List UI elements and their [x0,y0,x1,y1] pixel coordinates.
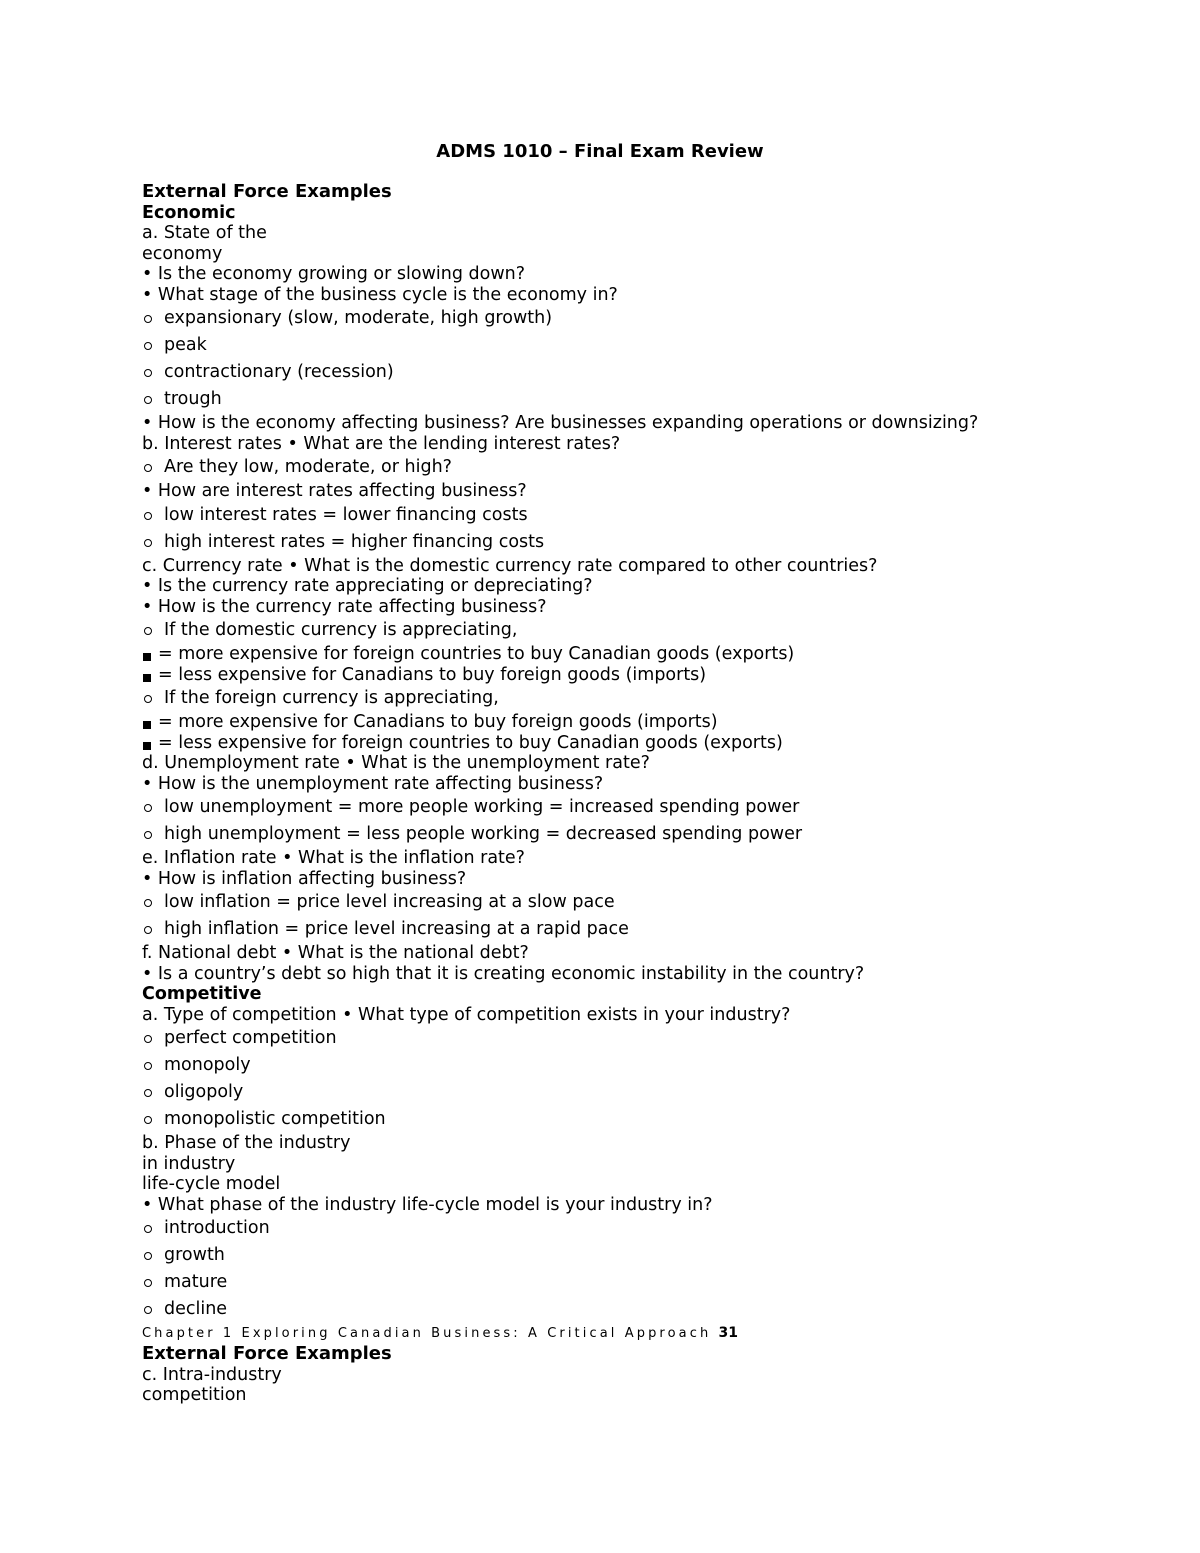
bullet-text: contractionary (recession) [164,362,394,382]
circle-bullet-icon [144,342,152,350]
bullet-text: perfect competition [164,1028,337,1048]
text-line: in industry [142,1153,236,1174]
square-bullet-icon [143,674,151,682]
bullet-text: mature [164,1272,228,1292]
sub-bullet-item [142,1025,1142,1052]
sub-bullet-item [142,1052,1142,1079]
sub-bullet-item [142,529,1142,556]
circle-bullet-icon [144,1089,152,1097]
sub-bullet-item [142,889,1142,916]
square-bullet-item [142,712,1142,733]
square-bullet-icon [143,742,151,750]
sub-bullet-item [142,1215,1142,1242]
sub-bullet-item [142,1269,1142,1296]
square-bullet-item [142,665,1142,686]
circle-bullet-icon [144,1035,152,1043]
subsection-heading: Economic [142,202,236,223]
text-line: • What phase of the industry life-cycle model is your industry in? [142,1194,713,1215]
sub-bullet-item [142,916,1142,943]
page-title: ADMS 1010 – Final Exam Review [436,141,764,162]
bullet-text: high interest rates = higher financing costs [164,531,545,552]
text-line: • How is the currency rate affecting business? [142,596,547,617]
square-bullet-icon [143,653,151,661]
text-line: b. Phase of the industry [142,1133,351,1153]
circle-bullet-icon [144,804,152,812]
bullet-text: introduction [164,1218,270,1238]
text-line: a. State of the [142,223,267,243]
bullet-text: Are they low, moderate, or high? [164,457,452,477]
circle-bullet-icon [144,695,152,703]
sub-bullet-item [142,617,1142,644]
text-line: • What stage of the business cycle is the economy in? [142,284,618,305]
sub-bullet-item [142,1106,1142,1133]
text-line: life-cycle model [142,1174,281,1194]
bullet-text: expansionary (slow, moderate, high growth) [164,308,553,328]
text-line: f. National debt • What is the national debt? [142,943,529,963]
circle-bullet-icon [144,627,152,635]
bullet-text: peak [164,335,207,355]
bullet-text: oligopoly [164,1082,244,1102]
square-bullet-item [142,733,1142,754]
section-heading: External Force Examples [142,181,392,202]
sub-bullet-item [142,359,1142,386]
bullet-text: If the domestic currency is appreciating, [164,620,518,640]
text-line: c. Intra-industry [142,1364,282,1385]
circle-bullet-icon [144,1279,152,1287]
square-bullet-item [142,644,1142,665]
text-line: • How is the economy affecting business? Are businesses expanding operations or downsizing? [142,413,979,433]
bullet-text: decline [164,1299,228,1319]
bullet-text: trough [164,389,222,409]
circle-bullet-icon [144,1225,152,1233]
sub-bullet-item [142,305,1142,332]
bullet-text: low interest rates = lower financing costs [164,504,528,525]
sub-bullet-item [142,794,1142,821]
sub-bullet-item [142,1242,1142,1269]
sub-bullet-item [142,502,1142,529]
text-line: d. Unemployment rate • What is the unemployment rate? [142,753,650,773]
circle-bullet-icon [144,1116,152,1124]
circle-bullet-icon [144,926,152,934]
bullet-text: = more expensive for Canadians to buy foreign goods (imports) [158,712,718,732]
bullet-text: monopoly [164,1055,251,1075]
page-number: 31 [718,1325,739,1341]
text-line: b. Interest rates • What are the lending interest rates? [142,433,621,454]
circle-bullet-icon [144,1306,152,1314]
circle-bullet-icon [144,464,152,472]
sub-bullet-item [142,332,1142,359]
circle-bullet-icon [144,369,152,377]
bullet-text: monopolistic competition [164,1109,386,1129]
bullet-text: high unemployment = less people working = decreased spending power [164,824,803,844]
sub-bullet-item [142,1079,1142,1106]
circle-bullet-icon [144,899,152,907]
subsection-heading: Competitive [142,984,262,1004]
circle-bullet-icon [144,512,152,520]
square-bullet-icon [143,721,151,729]
circle-bullet-icon [144,1062,152,1070]
bullet-text: If the foreign currency is appreciating, [164,688,499,708]
text-line: • How is inflation affecting business? [142,868,467,889]
text-line: competition [142,1385,247,1405]
sub-bullet-item [142,1296,1142,1323]
chapter-footer [142,1323,1142,1344]
text-line: • How are interest rates affecting business? [142,481,527,501]
circle-bullet-icon [144,396,152,404]
circle-bullet-icon [144,1252,152,1260]
sub-bullet-item [142,685,1142,712]
circle-bullet-icon [144,831,152,839]
bullet-text: high inflation = price level increasing at a rapid pace [164,919,629,939]
text-line: • Is a country’s debt so high that it is creating economic instability in the country? [142,963,865,984]
text-line: e. Inflation rate • What is the inflation rate? [142,848,525,868]
text-line: • Is the currency rate appreciating or depreciating? [142,576,593,596]
text-line: a. Type of competition • What type of competition exists in your industry? [142,1004,791,1025]
bullet-text: = less expensive for Canadians to buy foreign goods (imports) [158,664,707,685]
circle-bullet-icon [144,315,152,323]
circle-bullet-icon [144,539,152,547]
sub-bullet-item [142,386,1142,413]
sub-bullet-item [142,821,1142,848]
section-heading: External Force Examples [142,1343,392,1364]
text-line: c. Currency rate • What is the domestic currency rate compared to other countries? [142,555,878,576]
sub-bullet-item [142,454,1142,481]
bullet-text: = less expensive for foreign countries to buy Canadian goods (exports) [158,732,783,753]
bullet-text: low inflation = price level increasing at a slow pace [164,892,615,912]
bullet-text: = more expensive for foreign countries to buy Canadian goods (exports) [158,644,795,664]
text-line: • How is the unemployment rate affecting business? [142,773,604,794]
text-line: economy [142,243,223,264]
footer-text: Chapter 1 Exploring Canadian Business: A Critical Approach [142,1326,719,1341]
bullet-text: low unemployment = more people working = increased spending power [164,797,800,817]
bullet-text: growth [164,1245,225,1265]
document-body [142,182,1142,1406]
text-line: • Is the economy growing or slowing down? [142,264,526,284]
